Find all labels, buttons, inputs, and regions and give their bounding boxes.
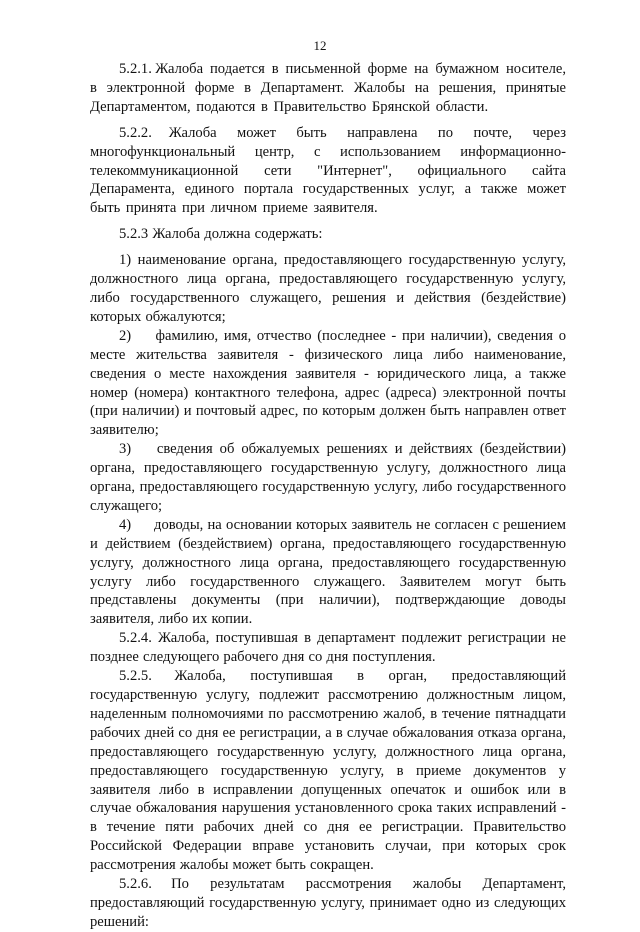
paragraph-5-2-1: 5.2.1. Жалоба подается в письменной форме на бумажном носителе, в электронной форме в Департамент. Жалобы на решения, принятые Департаментом, подаются в Правительство Брянской области.: [90, 61, 572, 115]
paragraph-5-2-6: 5.2.6. По результатам рассмотрения жалобы Департамент, предоставляющий государственную услугу, принимает одно из следующих решений:: [90, 876, 571, 930]
paragraph-5-2-3: 5.2.3 Жалоба должна содержать:: [119, 226, 323, 243]
paragraph-5-2-4: 5.2.4. Жалоба, поступившая в департамент подлежит регистрации не позднее следующего рабочего дня со дня поступления.: [90, 630, 571, 666]
list-item-4: 4) доводы, на основании которых заявитель не согласен с решением и действием (бездействием) органа, предоставляющего государственную услугу, должностного лица органа, предоставляющего государственную услугу либо государственного служащего. Заявителем могут быть представлены документы (при наличии), подтверждающие доводы заявителя, либо их копии.: [90, 516, 571, 628]
list-item-3: 3) сведения об обжалуемых решениях и действиях (бездействии) органа, предоставляющего государственную услугу, должностного лица органа, предоставляющего государственную услугу, либо государственного служащего;: [90, 441, 571, 514]
document-body: [90, 60, 572, 932]
paragraph-5-2-2: 5.2.2. Жалоба может быть направлена по почте, через многофункциональный центр, с использованием информационно-телекоммуникационной сети "Интернет", официального сайта Депарамента, единого портала государственных услуг, а также может быть принята при личном приеме заявителя.: [90, 124, 572, 217]
page-number: 12: [313, 38, 327, 53]
list-item-1: 1) наименование органа, предоставляющего государственную услугу, должностного лица органа, предоставляющего государственную услугу, либо государственного служащего, решения и действия (бездействие) которых обжалуются;: [90, 252, 571, 325]
list-item-2: 2) фамилию, имя, отчество (последнее - при наличии), сведения о месте жительства заявителя - физического лица либо наименование, сведения о месте нахождения заявителя - юридического лица, а также номер (номера) контактного телефона, адрес (адреса) электронной почты (при наличии) и почтовый адрес, по которым должен быть направлен ответ заявителю;: [90, 327, 571, 439]
paragraph-5-2-5: 5.2.5. Жалоба, поступившая в орган, предоставляющий государственную услугу, подлежит рассмотрению должностным лицом, наделенным полномочиями по рассмотрению жалоб, в течение пятнадцати рабочих дней со дня ее регистрации, а в случае обжалования отказа органа, предоставляющего государственную услугу, должностного лица органа, предоставляющего государственную услугу, в приеме документов у заявителя либо в исправлении допущенных опечаток и ошибок или в случае обжалования нарушения установленного срока таких исправлений - в течение пяти рабочих дней со дня ее регистрации. Правительство Российской Федерации вправе установить случаи, при которых срок рассмотрения жалобы может быть сокращен.: [90, 668, 571, 874]
